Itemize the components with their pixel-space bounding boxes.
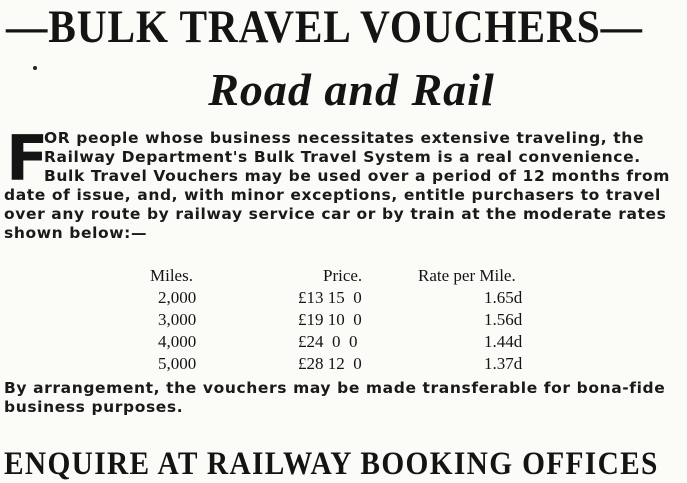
row-miles: 2,000 (158, 288, 197, 307)
intro-paragraph-rest (4, 167, 686, 243)
header-price: Price. (323, 266, 363, 285)
intro-line-1: OR people whose business necessitates extensive traveling, the (44, 129, 645, 147)
header-rate: Rate per Mile. (418, 266, 516, 285)
drop-cap: F (6, 122, 49, 195)
footer-callout: ENQUIRE AT RAILWAY BOOKING OFFICES (4, 446, 659, 482)
row-price: £24 0 0 (298, 332, 358, 351)
fare-table-header (0, 266, 687, 285)
headline: —BULK TRAVEL VOUCHERS— (6, 1, 643, 53)
intro-line-3: Bulk Travel Vouchers may be used over a period of 12 months from (44, 167, 671, 185)
subheadline: Road and Rail (208, 64, 495, 115)
intro-continuation: date of issue, and, with minor exceptions, entitle purchasers to travel over any route by railway service car or by train at the moderate rates shown below:— (4, 186, 667, 242)
row-miles: 3,000 (158, 310, 197, 329)
table-row (0, 332, 687, 351)
row-price: £13 15 0 (298, 288, 362, 307)
row-price: £28 12 0 (298, 354, 362, 373)
row-rate: 1.37d (484, 354, 523, 373)
intro-paragraph-start (44, 129, 684, 167)
row-rate: 1.56d (484, 310, 523, 329)
intro-line-2: Railway Department's Bulk Travel System is a real convenience. (44, 148, 641, 166)
closing-paragraph: By arrangement, the vouchers may be made transferable for bona-fide business purposes. (4, 379, 666, 416)
table-row (0, 288, 687, 307)
row-rate: 1.65d (484, 288, 523, 307)
row-miles: 5,000 (158, 354, 197, 373)
row-miles: 4,000 (158, 332, 197, 351)
row-price: £19 10 0 (298, 310, 362, 329)
row-rate: 1.44d (484, 332, 523, 351)
header-miles: Miles. (150, 266, 193, 285)
table-row (0, 354, 687, 373)
table-row (0, 310, 687, 329)
